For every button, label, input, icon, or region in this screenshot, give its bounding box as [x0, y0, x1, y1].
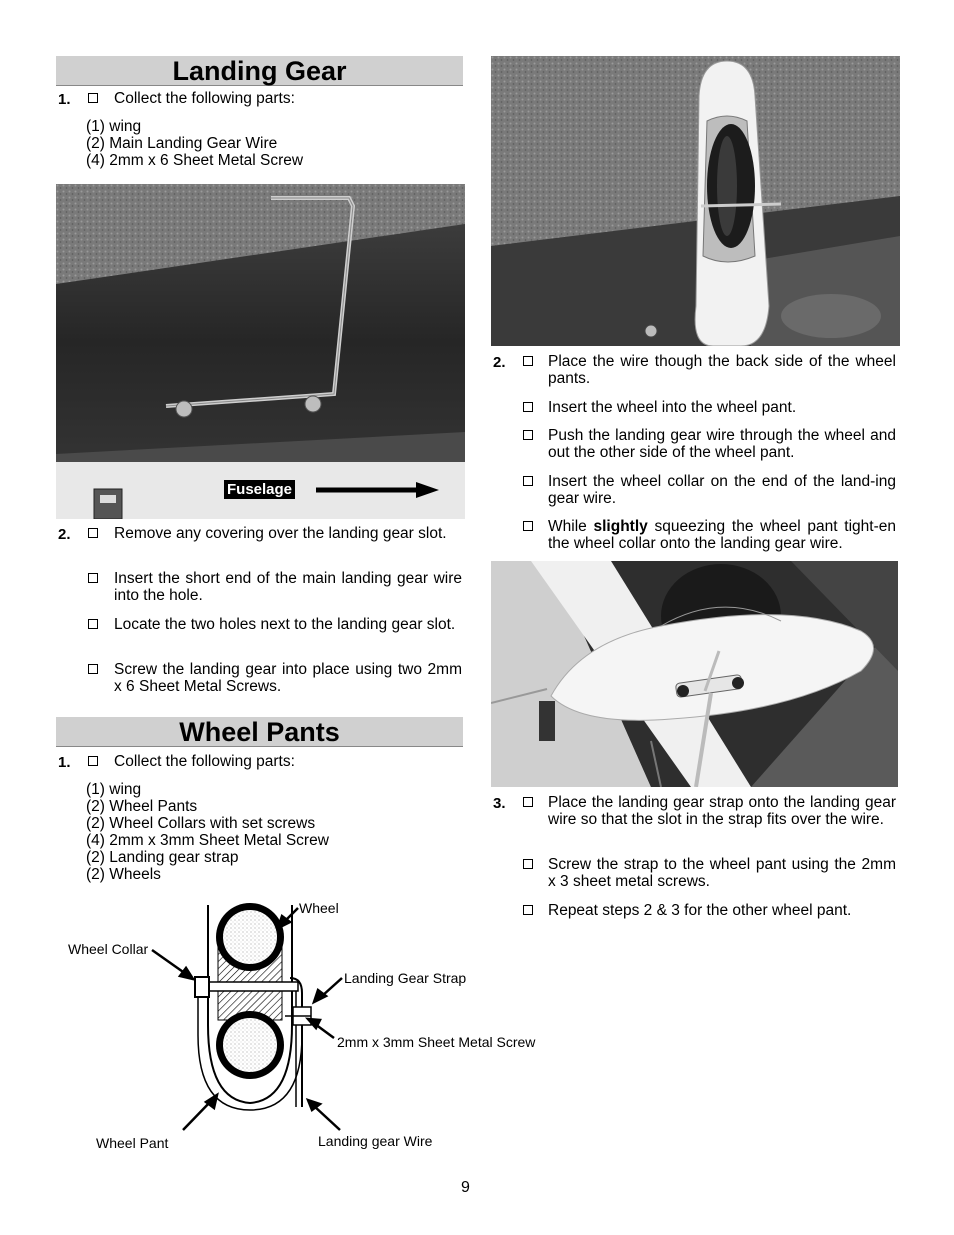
wheel-pants-heading: Wheel Pants: [56, 717, 463, 747]
checkbox[interactable]: [88, 93, 98, 103]
wheel-pant-strap-photo: [491, 561, 898, 787]
wheel-pant-label: Wheel Pant: [96, 1135, 169, 1151]
step-number: 1.: [58, 91, 71, 108]
step-text: Locate the two holes next to the landing gear slot.: [114, 616, 456, 633]
checkbox[interactable]: [523, 356, 533, 366]
wheel-pant-top-photo: [491, 56, 900, 346]
checkbox[interactable]: [88, 664, 98, 674]
parts-list: [86, 781, 329, 883]
checkbox[interactable]: [88, 619, 98, 629]
list-item: (4) 2mm x 3mm Sheet Metal Screw: [86, 832, 329, 849]
step-number: 2.: [58, 526, 71, 543]
landing-gear-photo: [56, 184, 465, 519]
checkbox[interactable]: [88, 756, 98, 766]
step-number: 1.: [58, 754, 71, 771]
list-item: (4) 2mm x 6 Sheet Metal Screw: [86, 152, 304, 169]
step-text: Remove any covering over the landing gear slot.: [114, 525, 447, 542]
list-item: (2) Wheel Pants: [86, 798, 198, 815]
fuselage-label: Fuselage: [224, 480, 295, 499]
step-text: Insert the wheel collar on the end of the land-ing gear wire.: [548, 473, 896, 507]
list-item: (1) wing: [86, 781, 142, 798]
landing-gear-heading: Landing Gear: [56, 56, 463, 86]
checkbox[interactable]: [523, 521, 533, 531]
list-item: (2) Wheels: [86, 866, 161, 883]
checkbox[interactable]: [523, 859, 533, 869]
page-number: 9: [461, 1179, 470, 1196]
wheel-collar-label: Wheel Collar: [68, 941, 149, 957]
step-number: 2.: [493, 354, 506, 371]
landing-gear-wire-label: Landing gear Wire: [318, 1133, 433, 1149]
checkbox[interactable]: [88, 528, 98, 538]
step-text: Place the landing gear strap onto the landing gear wire so that the slot in the strap fits over the wire.: [548, 794, 896, 828]
list-item: (2) Main Landing Gear Wire: [86, 135, 278, 152]
checkbox[interactable]: [88, 573, 98, 583]
wheel-label: Wheel: [299, 900, 339, 916]
screw-label: 2mm x 3mm Sheet Metal Screw: [337, 1034, 536, 1050]
checkbox[interactable]: [523, 905, 533, 915]
landing-gear-strap-label: Landing Gear Strap: [344, 970, 467, 986]
list-item: (2) Wheel Collars with set screws: [86, 815, 316, 832]
step-text: Place the wire though the back side of the wheel pants.: [548, 353, 896, 387]
diagram-arrows: [0, 890, 954, 1150]
text-run: While: [548, 518, 594, 535]
step-text: Collect the following parts:: [114, 90, 295, 107]
list-item: (1) wing: [86, 118, 142, 135]
step-text: Screw the landing gear into place using two 2mm x 6 Sheet Metal Screws.: [114, 661, 462, 695]
checkbox[interactable]: [523, 402, 533, 412]
checkbox[interactable]: [523, 430, 533, 440]
step-text: Screw the strap to the wheel pant using the 2mm x 3 sheet metal screws.: [548, 856, 896, 890]
step-number: 3.: [493, 795, 506, 812]
checkbox[interactable]: [523, 476, 533, 486]
step-text: Push the landing gear wire through the wheel and out the other side of the wheel pant.: [548, 427, 896, 461]
text-run: squeezing the wheel pant tight-en the wheel collar onto the landing gear wire.: [548, 518, 896, 552]
step-text: Insert the wheel into the wheel pant.: [548, 399, 797, 416]
parts-list: [86, 118, 303, 169]
checkbox[interactable]: [523, 797, 533, 807]
step-text: Collect the following parts:: [114, 753, 295, 770]
list-item: (2) Landing gear strap: [86, 849, 239, 866]
step-text: Insert the short end of the main landing gear wire into the hole.: [114, 570, 462, 604]
step-text: [548, 518, 896, 552]
emphasis-text: slightly: [593, 518, 648, 535]
step-text: Repeat steps 2 & 3 for the other wheel pant.: [548, 902, 852, 919]
